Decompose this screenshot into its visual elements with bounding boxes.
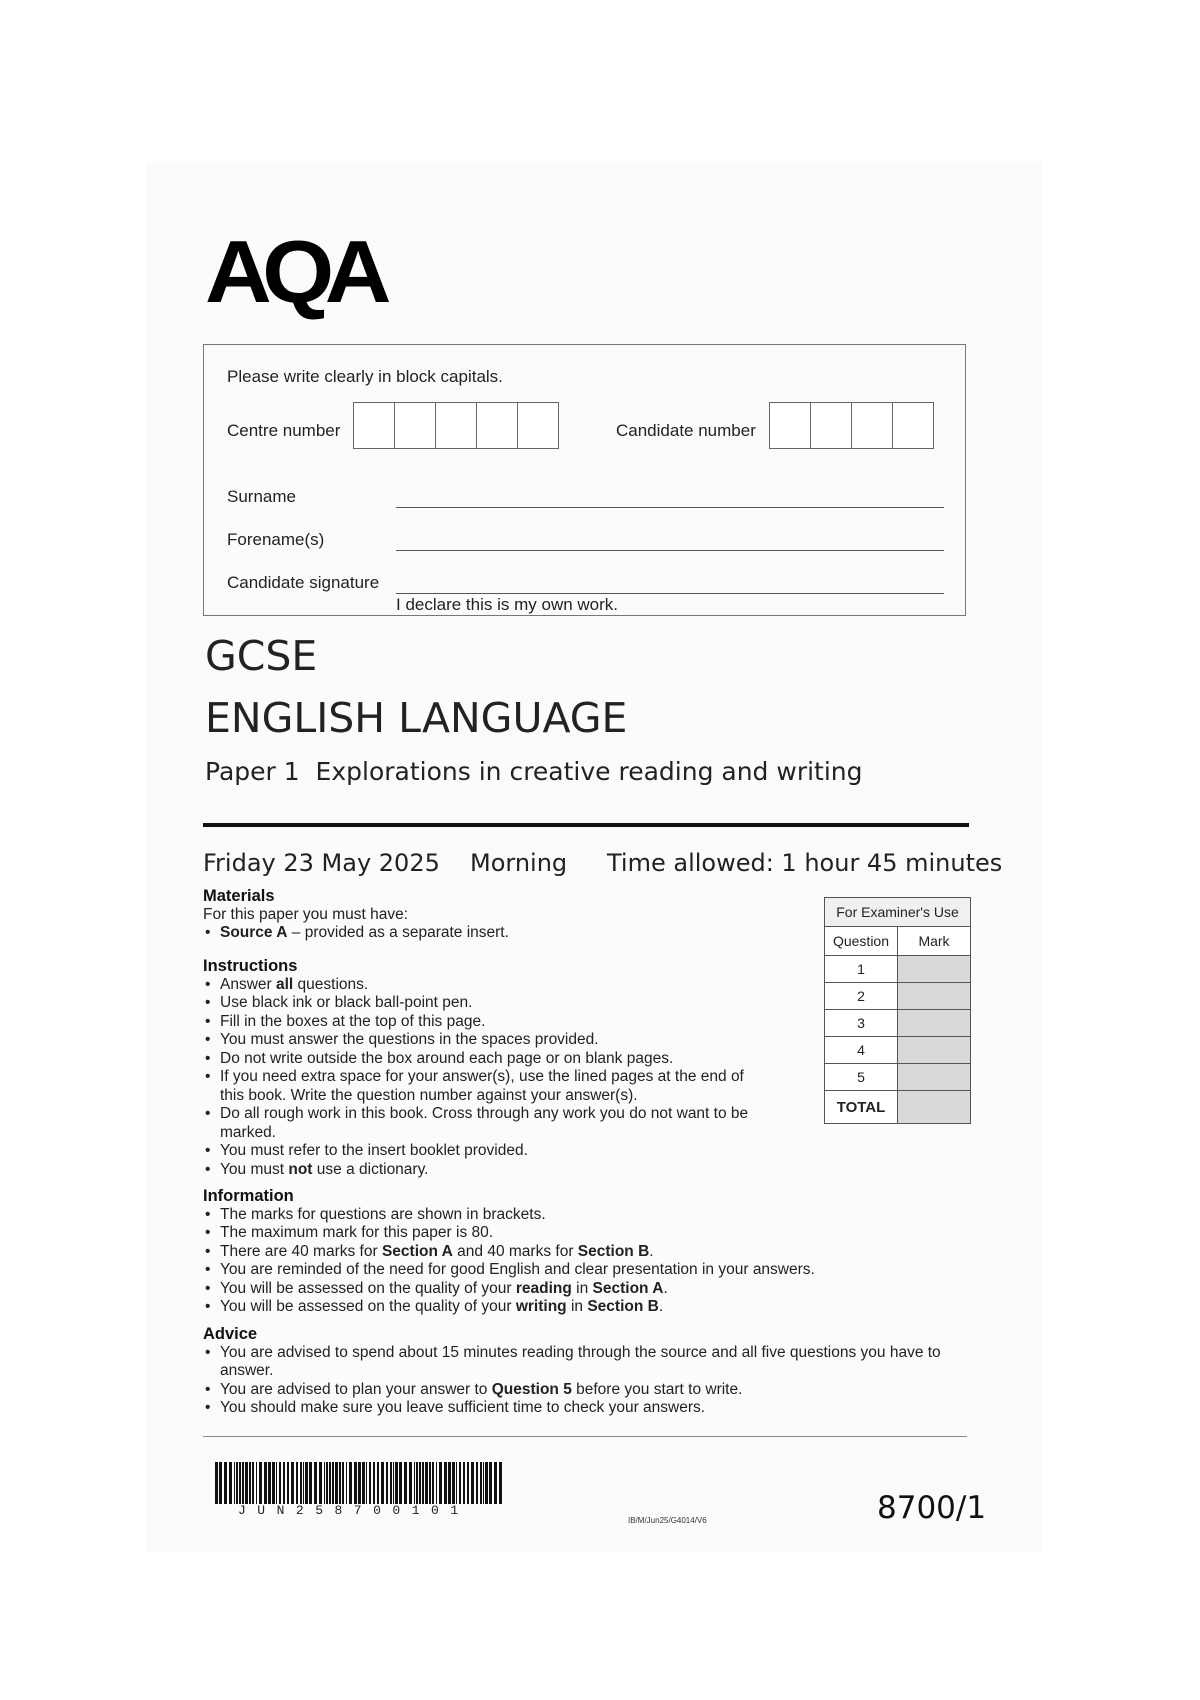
candidate-number-digit[interactable] bbox=[769, 402, 811, 449]
advice-section bbox=[203, 1325, 963, 1418]
time-allowed: Time allowed: 1 hour 45 minutes bbox=[607, 849, 1003, 877]
information-item: • The maximum mark for this paper is 80. bbox=[203, 1224, 963, 1243]
signature-label: Candidate signature bbox=[227, 573, 380, 592]
barcode-bar bbox=[429, 1462, 431, 1504]
barcode-bar bbox=[305, 1462, 308, 1504]
barcode-bar bbox=[483, 1462, 484, 1504]
exam-session: Morning bbox=[470, 849, 568, 877]
barcode-bar bbox=[463, 1462, 465, 1504]
question-number: 4 bbox=[825, 1037, 898, 1064]
barcode-bar bbox=[409, 1462, 412, 1504]
barcode-bar bbox=[489, 1462, 492, 1504]
barcode-bar bbox=[219, 1462, 222, 1504]
information-item: • The marks for questions are shown in brackets. bbox=[203, 1206, 963, 1225]
barcode-bar bbox=[234, 1462, 235, 1504]
candidate-number-digit[interactable] bbox=[851, 402, 893, 449]
instructions-section bbox=[203, 957, 763, 1179]
barcode-bar bbox=[414, 1462, 415, 1504]
barcode-bar bbox=[329, 1462, 331, 1504]
instruction-item: • Fill in the boxes at the top of this page. bbox=[203, 1013, 763, 1032]
barcode-bar bbox=[404, 1462, 407, 1504]
qualification-title: GCSE bbox=[205, 632, 318, 680]
barcode-bar bbox=[436, 1462, 437, 1504]
barcode-bar bbox=[432, 1462, 434, 1504]
instruction-item: • Do not write outside the box around each page or on blank pages. bbox=[203, 1050, 763, 1069]
subject-title: ENGLISH LANGUAGE bbox=[205, 694, 628, 742]
barcode-bar bbox=[373, 1462, 375, 1504]
forenames-label: Forename(s) bbox=[227, 530, 325, 549]
barcode-bar bbox=[326, 1462, 328, 1504]
barcode-bar bbox=[499, 1462, 502, 1504]
instruction-item: • You must refer to the insert booklet provided. bbox=[203, 1142, 763, 1161]
barcode-bar bbox=[471, 1462, 474, 1504]
information-item: • You are reminded of the need for good English and clear presentation in your answers. bbox=[203, 1261, 963, 1280]
footer-divider bbox=[203, 1436, 967, 1437]
barcode-bar bbox=[422, 1462, 424, 1504]
question-number: 2 bbox=[825, 983, 898, 1010]
barcode-bar bbox=[476, 1462, 478, 1504]
paper-reference: IB/M/Jun25/G4014/V6 bbox=[628, 1516, 707, 1525]
barcode-bar bbox=[342, 1462, 344, 1504]
centre-number-digit[interactable] bbox=[394, 402, 436, 449]
surname-field[interactable] bbox=[396, 507, 944, 508]
barcode-bar bbox=[256, 1462, 257, 1504]
paper-title: Paper 1 Explorations in creative reading and writing bbox=[205, 757, 863, 786]
barcode-bar bbox=[291, 1462, 294, 1504]
centre-number-boxes[interactable] bbox=[354, 402, 559, 449]
barcode-bar bbox=[467, 1462, 469, 1504]
instruction-item: • Do all rough work in this book. Cross through any work you do not want to be marked. bbox=[203, 1105, 763, 1142]
information-heading: Information bbox=[203, 1187, 294, 1205]
centre-number-digit[interactable] bbox=[476, 402, 518, 449]
barcode-bar bbox=[366, 1462, 367, 1504]
barcode-bar bbox=[485, 1462, 488, 1504]
barcode bbox=[215, 1462, 503, 1504]
centre-number-digit[interactable] bbox=[435, 402, 477, 449]
instruction-item: • Use black ink or black ball-point pen. bbox=[203, 994, 763, 1013]
question-number: 3 bbox=[825, 1010, 898, 1037]
barcode-bar bbox=[314, 1462, 317, 1504]
barcode-bar bbox=[324, 1462, 325, 1504]
question-number: 1 bbox=[825, 956, 898, 983]
barcode-bar bbox=[215, 1462, 218, 1504]
barcode-bar bbox=[494, 1462, 497, 1504]
barcode-bar bbox=[249, 1462, 251, 1504]
barcode-bar bbox=[346, 1462, 347, 1504]
barcode-bar bbox=[439, 1462, 442, 1504]
total-mark-cell bbox=[898, 1091, 971, 1124]
barcode-bar bbox=[268, 1462, 271, 1504]
barcode-bar bbox=[283, 1462, 285, 1504]
barcode-bar bbox=[448, 1462, 451, 1504]
barcode-bar bbox=[354, 1462, 357, 1504]
barcode-bar bbox=[452, 1462, 455, 1504]
barcode-bar bbox=[224, 1462, 227, 1504]
mark-cell bbox=[898, 956, 971, 983]
candidate-number-label: Candidate number bbox=[616, 421, 756, 440]
materials-intro: For this paper you must have: bbox=[203, 905, 409, 923]
barcode-bar bbox=[390, 1462, 392, 1504]
mark-cell bbox=[898, 1010, 971, 1037]
instruction-item: • Answer all questions. bbox=[203, 976, 763, 995]
paper-code: 8700/1 bbox=[877, 1490, 987, 1526]
question-number: 5 bbox=[825, 1064, 898, 1091]
examiner-use-title: For Examiner's Use bbox=[825, 898, 971, 927]
mark-cell bbox=[898, 1037, 971, 1064]
barcode-bar bbox=[386, 1462, 388, 1504]
information-item: • You will be assessed on the quality of your reading in Section A. bbox=[203, 1280, 963, 1299]
barcode-bar bbox=[335, 1462, 338, 1504]
mark-cell bbox=[898, 1064, 971, 1091]
instruction-item: • You must answer the questions in the spaces provided. bbox=[203, 1031, 763, 1050]
barcode-bar bbox=[377, 1462, 379, 1504]
centre-number-digit[interactable] bbox=[353, 402, 395, 449]
barcode-bar bbox=[459, 1462, 461, 1504]
advice-heading: Advice bbox=[203, 1325, 258, 1343]
candidate-number-boxes[interactable] bbox=[770, 402, 934, 449]
barcode-bar bbox=[229, 1462, 232, 1504]
barcode-bar bbox=[264, 1462, 267, 1504]
barcode-bar bbox=[279, 1462, 281, 1504]
barcode-bar bbox=[349, 1462, 352, 1504]
barcode-bar bbox=[339, 1462, 341, 1504]
question-column-header: Question bbox=[825, 927, 898, 956]
aqa-logo: AQA bbox=[205, 222, 382, 321]
barcode-bar bbox=[416, 1462, 418, 1504]
barcode-bar bbox=[425, 1462, 428, 1504]
barcode-number: JUN258700101 bbox=[238, 1503, 470, 1518]
barcode-bar bbox=[239, 1462, 241, 1504]
advice-item: • You should make sure you leave sufficient time to check your answers. bbox=[203, 1399, 963, 1418]
mark-cell bbox=[898, 983, 971, 1010]
barcode-bar bbox=[272, 1462, 275, 1504]
barcode-bar bbox=[332, 1462, 334, 1504]
barcode-bar bbox=[444, 1462, 447, 1504]
advice-item: • You are advised to plan your answer to Question 5 before you start to write. bbox=[203, 1381, 963, 1400]
barcode-bar bbox=[369, 1462, 371, 1504]
barcode-bar bbox=[236, 1462, 238, 1504]
candidate-number-digit[interactable] bbox=[810, 402, 852, 449]
barcode-bar bbox=[296, 1462, 298, 1504]
advice-item: • You are advised to spend about 15 minutes reading through the source and all five questions you have to answer. bbox=[203, 1344, 963, 1381]
information-section bbox=[203, 1187, 963, 1317]
exam-date: Friday 23 May 2025 bbox=[203, 849, 440, 877]
signature-field[interactable] bbox=[396, 593, 944, 594]
barcode-bar bbox=[259, 1462, 262, 1504]
candidate-number-digit[interactable] bbox=[892, 402, 934, 449]
instruction-item: • If you need extra space for your answer(s), use the lined pages at the end of this book. Write the question number against your answer(s). bbox=[203, 1068, 763, 1105]
barcode-bar bbox=[252, 1462, 254, 1504]
candidate-details-box bbox=[203, 344, 966, 616]
block-capitals-instruction: Please write clearly in block capitals. bbox=[227, 367, 503, 386]
materials-item: • Source A – provided as a separate insert. bbox=[203, 924, 963, 943]
barcode-bar bbox=[480, 1462, 482, 1504]
barcode-bar bbox=[245, 1462, 248, 1504]
barcode-bar bbox=[309, 1462, 312, 1504]
information-item: • You will be assessed on the quality of your writing in Section B. bbox=[203, 1298, 963, 1317]
instruction-item: • You must not use a dictionary. bbox=[203, 1161, 763, 1180]
barcode-bar bbox=[395, 1462, 398, 1504]
information-item: • There are 40 marks for Section A and 40 marks for Section B. bbox=[203, 1243, 963, 1262]
centre-number-label: Centre number bbox=[227, 421, 341, 440]
instructions-heading: Instructions bbox=[203, 957, 298, 975]
barcode-bar bbox=[456, 1462, 457, 1504]
barcode-bar bbox=[358, 1462, 361, 1504]
title-divider bbox=[203, 823, 969, 827]
barcode-bar bbox=[381, 1462, 384, 1504]
total-label: TOTAL bbox=[825, 1091, 898, 1124]
materials-heading: Materials bbox=[203, 887, 275, 905]
forenames-field[interactable] bbox=[396, 550, 944, 551]
barcode-bar bbox=[419, 1462, 421, 1504]
barcode-bar bbox=[300, 1462, 302, 1504]
mark-column-header: Mark bbox=[898, 927, 971, 956]
barcode-bar bbox=[319, 1462, 322, 1504]
barcode-bar bbox=[393, 1462, 394, 1504]
barcode-bar bbox=[287, 1462, 289, 1504]
barcode-bar bbox=[362, 1462, 365, 1504]
centre-number-digit[interactable] bbox=[517, 402, 559, 449]
barcode-bar bbox=[276, 1462, 277, 1504]
barcode-bar bbox=[303, 1462, 304, 1504]
barcode-bar bbox=[399, 1462, 402, 1504]
declaration-text: I declare this is my own work. bbox=[396, 595, 619, 614]
surname-label: Surname bbox=[227, 487, 296, 506]
examiner-use-table bbox=[824, 897, 971, 1124]
barcode-bar bbox=[242, 1462, 244, 1504]
